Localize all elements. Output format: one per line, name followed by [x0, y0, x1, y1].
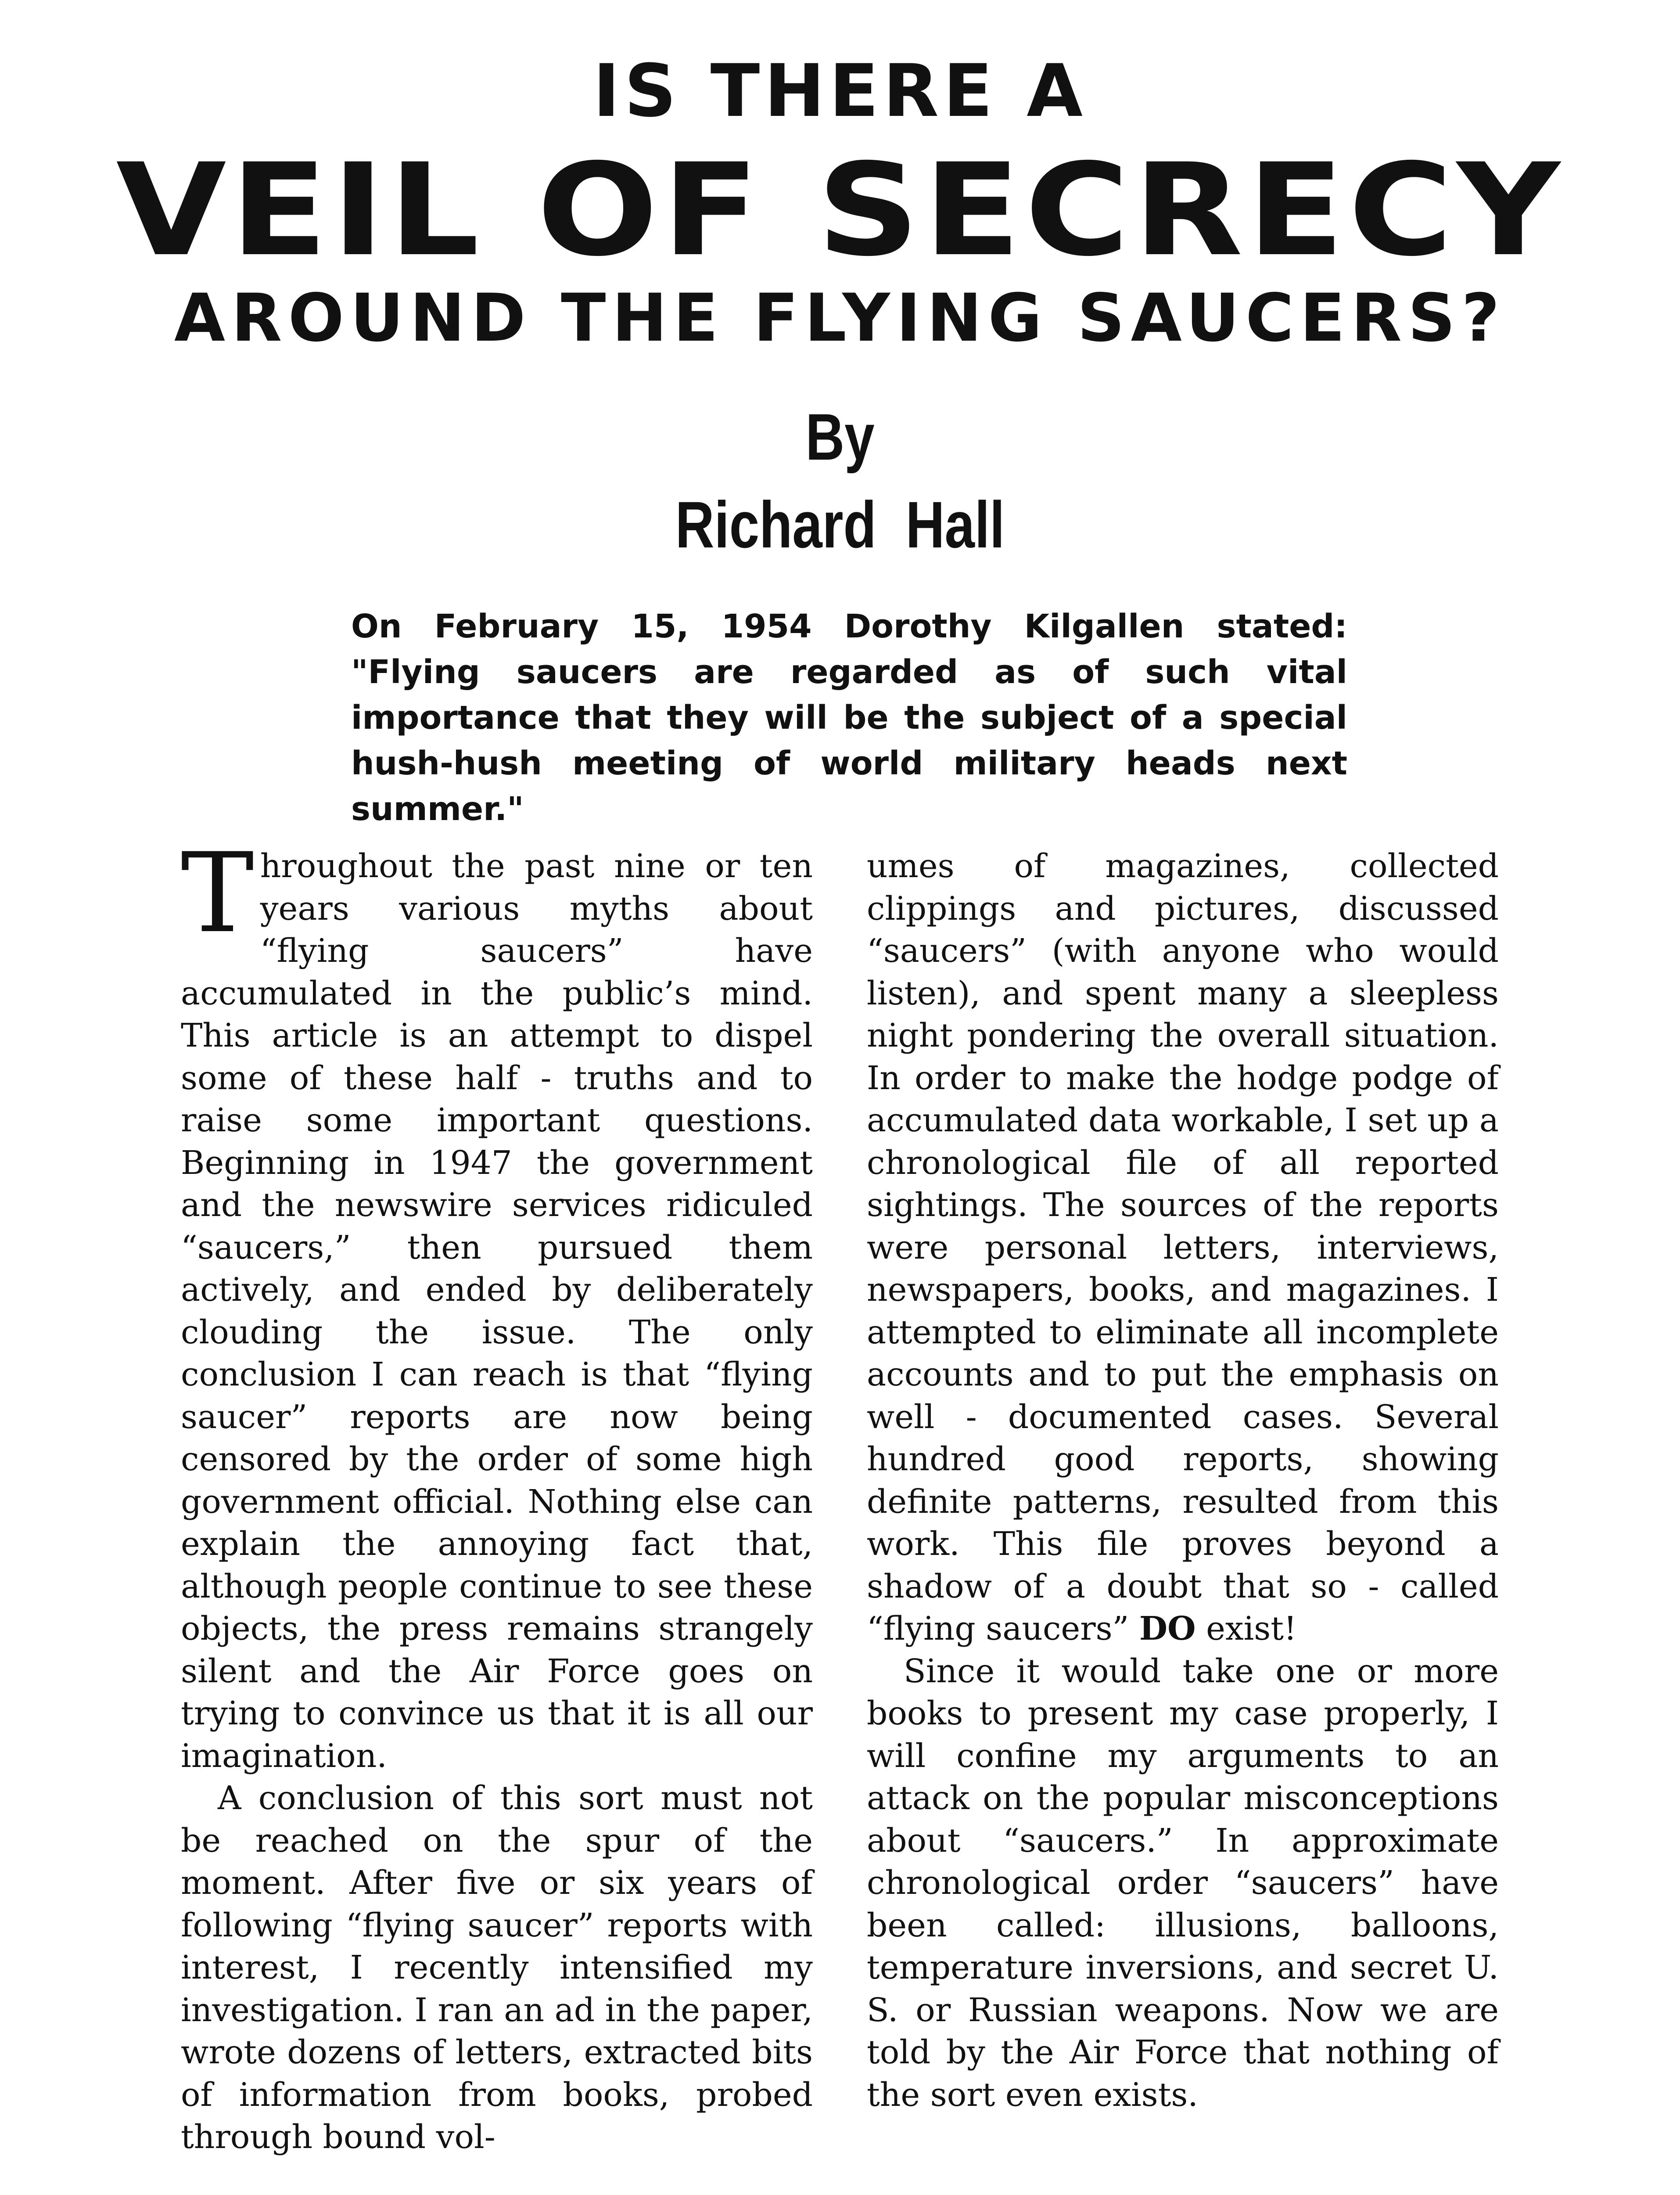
body-paragraph-1 [181, 829, 813, 1777]
body-paragraph-2-cont-text: umes of magazines, collected clippings and pictures, discussed “saucers” (with anyone who would listen), and spent many a sleepless night pondering the overall situation. In order to make the hodge podge of accumulated data workable, I set up a chronological file of all reported sightings. The sources of the reports were personal letters, interviews, newspapers, books, and magazines. I attempted to eliminate all incomplete accounts and to put the emphasis on well - documented cases. Several hundred good reports, showing definite patterns, resulted from this work. This file proves beyond a shadow of a doubt that so - called “flying saucers” [867, 847, 1499, 1648]
body-column-left [181, 829, 813, 2159]
body-paragraph-1-text: hroughout the past nine or ten years various myths about “flying saucers” have accumulated in the public’s mind. This article is an attempt to dispel some of these half - truths and to raise some important questions. Beginning in 1947 the government and the newswire services ridiculed “saucers,” then pursued them actively, and ended by deliberately clouding the issue. The only conclusion I can reach is that “flying saucer” reports are now being censored by the order of some high government official. Nothing else can explain the annoying fact that, although people continue to see these objects, the press remains strangely silent and the Air Force goes on trying to convince us that it is all our imagination. [181, 847, 813, 1775]
body-emphasis-do: DO [1139, 1610, 1196, 1648]
body-paragraph-3: Since it would take one or more books to present my case properly, I will confine my arguments to an attack on the popular misconceptions about “saucers.” In approximate chronological order “saucers” have been called: illusions, balloons, temperature inversions, and secret U. S. or Russian weapons. Now we are told by the Air Force that nothing of the sort even exists. [867, 1652, 1499, 2114]
headline-line-3: AROUND THE FLYING SAUCERS? [174, 280, 1506, 356]
intro-quote: On February 15, 1954 Dorothy Kilgallen stated: "Flying saucers are regarded as of such vital importance that they will be the subject of a special hush-hush meeting of world military heads next summer." [351, 608, 1347, 828]
headline-line-1: IS THERE A [593, 49, 1087, 133]
body-paragraph-2-continued [867, 845, 1499, 1650]
drop-cap: T [181, 829, 254, 957]
body-paragraph-2-cont-end: exist! [1206, 1610, 1297, 1648]
byline-by: By [805, 400, 875, 474]
body-column-right [867, 845, 1499, 2116]
byline-author-name: Richard Hall [675, 488, 1005, 561]
body-paragraph-2: A conclusion of this sort must not be reached on the spur of the moment. After five or six years of following “flying saucer” reports with interest, I recently intensified my investigation. I ran an ad in the paper, wrote dozens of letters, extracted bits of information from books, probed through bound vol- [181, 1779, 813, 2156]
headline-line-2: VEIL OF SECRECY [116, 137, 1564, 284]
